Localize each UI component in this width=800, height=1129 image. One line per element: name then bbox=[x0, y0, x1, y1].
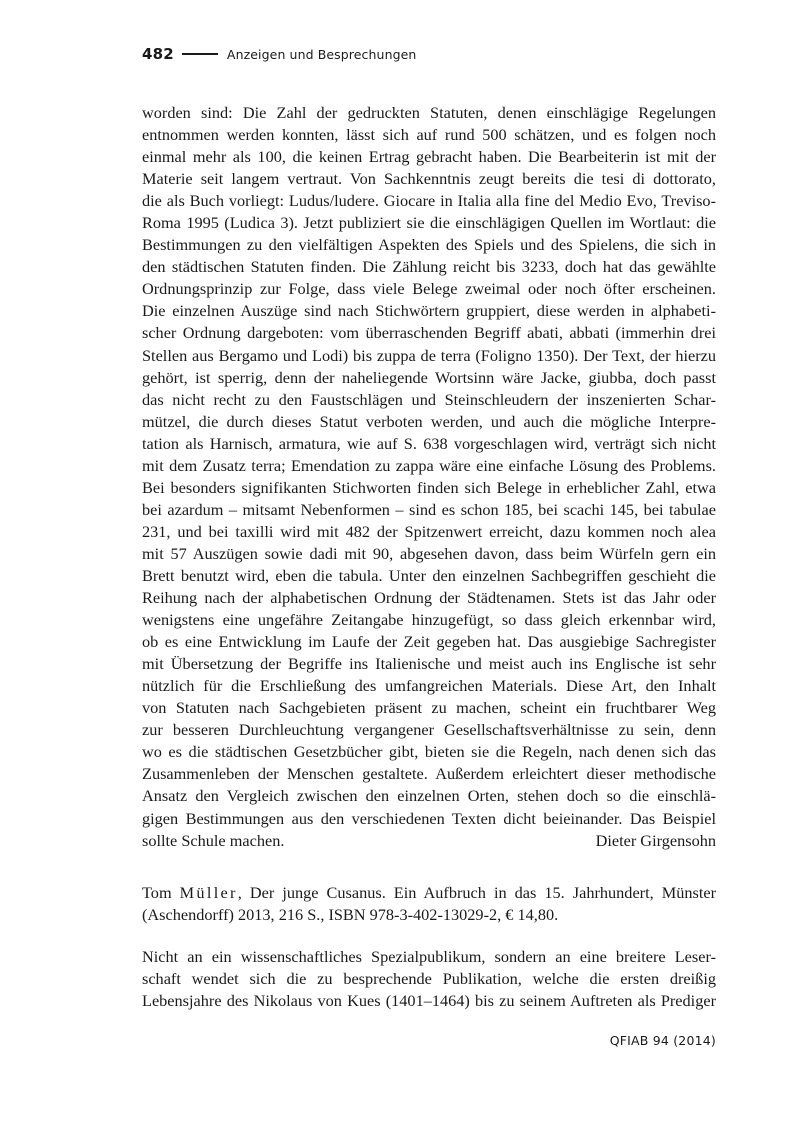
journal-reference: QFIAB 94 (2014) bbox=[609, 1033, 716, 1048]
text-line: Ansatz den Vergleich zwischen den einzelnen Orten, stehen doch so die einschlä- bbox=[142, 786, 716, 806]
author-last-name: Müller bbox=[179, 883, 238, 902]
text-line: mützel, die durch dieses Statut verboten werden, und auch die mögliche Interpre- bbox=[142, 411, 716, 431]
text-line: zur besseren Durchleuchtung vergangener Gesellschaftsverhältnisse zu sein, denn bbox=[142, 720, 716, 740]
text-line: mit 57 Auszügen sowie dadi mit 90, abgesehen davon, dass beim Würfeln gern ein bbox=[142, 543, 716, 563]
section-title: Anzeigen und Besprechungen bbox=[226, 46, 417, 62]
text-line: nützlich für die Erschließung des umfangreichen Materials. Diese Art, den Inhalt bbox=[142, 676, 716, 696]
text-line: mit dem Zusatz terra; Emendation zu zappa wäre eine einfache Lösung des Problems. bbox=[142, 455, 716, 475]
text-line: 231, und bei taxilli wird mit 482 der Spitzenwert erreicht, dazu kommen noch alea bbox=[142, 521, 716, 541]
text-line: wo es die städtischen Gesetzbücher gibt, bieten sie die Regeln, nach denen sich das bbox=[142, 742, 716, 762]
text-line: gehört, ist sperrig, denn der naheliegende Wortsinn wäre Jacke, giubba, doch passt bbox=[142, 367, 716, 387]
text-line: worden sind: Die Zahl der gedruckten Statuten, denen einschlägige Regelungen bbox=[142, 103, 716, 122]
text-line: Lebensjahre des Nikolaus von Kues (1401–1464) bis zu seinem Auftreten als Prediger bbox=[142, 991, 716, 1011]
reviewer-name: Dieter Girgensohn bbox=[595, 830, 716, 850]
text-line: Zusammenleben der Menschen gestaltete. Außerdem erleichtert dieser methodische bbox=[142, 764, 716, 784]
final-sentence: sollte Schule machen. bbox=[142, 830, 285, 850]
header-rule bbox=[182, 53, 218, 55]
running-head bbox=[142, 44, 416, 64]
text-line: Bei besonders signifikanten Stichworten finden sich Belege in erheblicher Zahl, etwa bbox=[142, 477, 716, 497]
text-line: einmal mehr als 100, die keinen Ertrag gebracht haben. Die Bearbeiterin ist mit der bbox=[142, 147, 716, 167]
review-citation bbox=[142, 882, 716, 926]
text-line: Nicht an ein wissenschaftliches Spezialpublikum, sondern an eine breitere Leser- bbox=[142, 947, 716, 966]
text-line: Reihung nach der alphabetischen Ordnung der Städtenamen. Stets ist das Jahr oder bbox=[142, 588, 716, 608]
author-first-name: Tom bbox=[142, 883, 172, 902]
review-text-continued bbox=[142, 102, 716, 852]
text-line: Materie seit langem vertraut. Von Sachkenntnis zeugt bereits die tesi di dottorato, bbox=[142, 169, 716, 189]
text-line: Stellen aus Bergamo und Lodi) bis zuppa de terra (Foligno 1350). Der Text, der hierzu bbox=[142, 345, 716, 365]
signature-line bbox=[142, 830, 716, 852]
citation-line: (Aschendorff) 2013, 216 S., ISBN 978-3-402-13029-2, € 14,80. bbox=[142, 905, 559, 925]
text-line: Ordnungsprinzip zur Folge, dass viele Belege zweimal oder noch öfter erscheinen. bbox=[142, 279, 716, 299]
citation-title: , Der junge Cusanus. Ein Aufbruch in das 15. Jahrhundert, Münster bbox=[237, 883, 716, 902]
text-line: mit Übersetzung der Begriffe ins Italienische und meist auch ins Englische ist sehr bbox=[142, 654, 716, 674]
text-line: Die einzelnen Auszüge sind nach Stichwörtern gruppiert, diese werden in alphabeti- bbox=[142, 301, 716, 321]
citation-line bbox=[142, 882, 716, 904]
text-line: entnommen werden konnten, lässt sich auf rund 500 schätzen, und es folgen noch bbox=[142, 125, 716, 145]
text-line: Roma 1995 (Ludica 3). Jetzt publiziert sie die einschlägigen Quellen im Wortlaut: die bbox=[142, 213, 716, 233]
text-line: von Statuten nach Sachgebieten präsent zu machen, scheint ein fruchtbarer Weg bbox=[142, 698, 716, 718]
review-text bbox=[142, 946, 716, 1012]
text-line: den städtischen Statuten finden. Die Zählung reicht bis 3233, doch hat das gewählte bbox=[142, 257, 716, 277]
text-line: die als Buch vorliegt: Ludus/ludere. Giocare in Italia alla fine del Medio Evo, Treviso- bbox=[142, 191, 716, 211]
text-line: bei azardum – mitsamt Nebenformen – sind es schon 185, bei scachi 145, bei tabulae bbox=[142, 499, 716, 519]
text-line: ob es eine Entwicklung im Laufe der Zeit gegeben hat. Das ausgiebige Sachregister bbox=[142, 632, 716, 652]
text-line: gigen Bestimmungen aus den verschiedenen Texten dicht beieinander. Das Beispiel bbox=[142, 808, 716, 828]
text-line: das nicht recht zu den Faustschlägen und Steinschleudern der inszenierten Schar- bbox=[142, 389, 716, 409]
text-line: scher Ordnung dargeboten: vom überraschenden Begriff abati, abbati (immerhin drei bbox=[142, 323, 716, 343]
page-number: 482 bbox=[142, 45, 174, 63]
text-line: wenigstens eine ungefähre Zeitangabe hinzugefügt, so dass gleich erkennbar wird, bbox=[142, 610, 716, 630]
text-line: Brett benutzt wird, eben die tabula. Unter den einzelnen Sachbegriffen geschieht die bbox=[142, 565, 716, 585]
text-line: tation als Harnisch, armatura, wie auf S. 638 vorgeschlagen wird, verträgt sich nicht bbox=[142, 433, 716, 453]
text-line: Bestimmungen zu den vielfältigen Aspekten des Spiels und des Spielens, die sich in bbox=[142, 235, 716, 255]
text-line: schaft wendet sich die zu besprechende Publikation, welche die ersten dreißig bbox=[142, 969, 716, 989]
